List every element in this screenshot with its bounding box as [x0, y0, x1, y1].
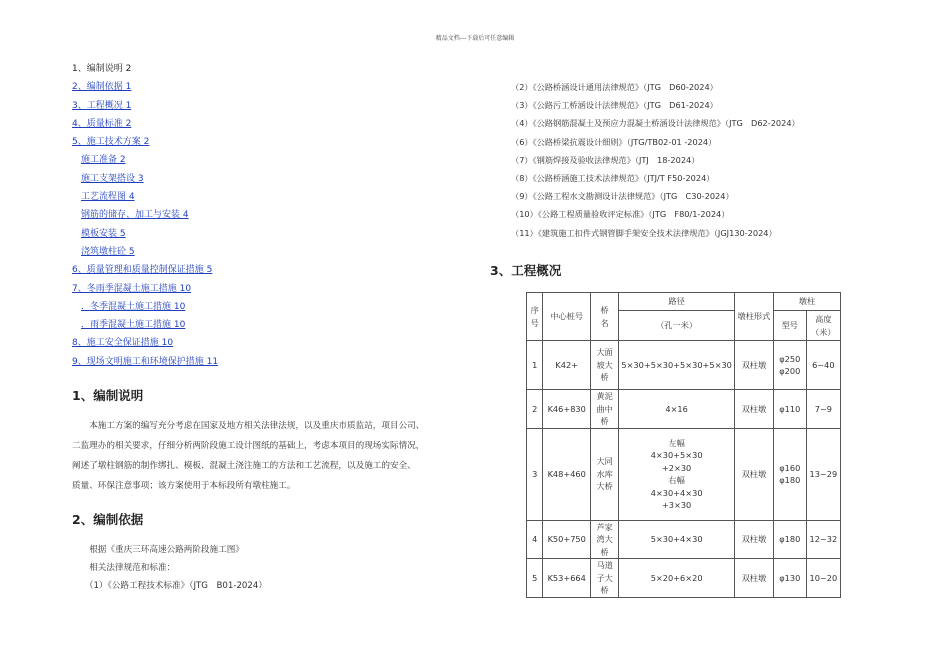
header-station: 中心桩号 — [543, 293, 590, 341]
cell-span: 4×16 — [619, 390, 735, 429]
header-no: 序号 — [527, 293, 543, 341]
table-row — [527, 428, 841, 520]
table-row — [527, 520, 841, 559]
table-row — [527, 341, 841, 390]
cell-model: φ130 — [773, 559, 806, 598]
header-model: 型号 — [773, 311, 806, 341]
header-pier: 墩柱 — [773, 293, 840, 311]
page-header: 精品文档---下载后可任意编辑 — [435, 35, 515, 42]
cell-type: 双柱墩 — [734, 559, 773, 598]
reference-list — [511, 78, 911, 242]
cell-bridge: 芦家湾大桥 — [590, 520, 618, 559]
reference-item: （3）《公路污工桥涵设计法律规范》（JTG D61-2024） — [511, 100, 718, 111]
table-of-contents — [72, 60, 472, 371]
reference-item: （2）《公路桥涵设计通用法律规范》（JTG D60-2024） — [511, 82, 718, 92]
cell-height: 10~20 — [806, 559, 840, 598]
cell-no: 2 — [527, 390, 543, 429]
toc-link[interactable]: 6、质量管理和质量控制保证措施 5 — [72, 265, 213, 276]
cell-height: 13~29 — [806, 428, 840, 520]
cell-bridge: 大同水库大桥 — [590, 428, 618, 520]
cell-height: 12~32 — [806, 520, 840, 559]
toc-item: 1、编制说明 2 — [72, 64, 132, 74]
toc-link[interactable]: 2、编制依据 1 — [72, 82, 132, 93]
reference-item: （4）《公路钢筋混凝土及预应力混凝土桥涵设计法律规范》（JTG D62-2024） — [511, 118, 800, 129]
section-2-body — [72, 541, 492, 595]
toc-link[interactable]: 7、冬雨季混凝土施工措施 10 — [72, 283, 192, 294]
cell-model: φ250 φ200 — [773, 341, 806, 390]
cell-height: 7~9 — [806, 390, 840, 429]
reference-item: （6）《公路桥梁抗震设计细则》（JTG/TB02-01 -2024） — [511, 136, 717, 147]
toc-link[interactable]: 3、工程概况 1 — [72, 100, 132, 111]
paragraph-line: 本施工方案的编写充分考虑在国家及地方相关法律法规，以及重庆市质监站，项目公司、 — [72, 421, 425, 431]
toc-link[interactable]: 施工准备 2 — [81, 155, 126, 166]
cell-span: 5×30+4×30 — [619, 520, 735, 559]
toc-link[interactable]: 工艺流程图 4 — [81, 192, 135, 203]
section-1-body — [72, 416, 492, 496]
cell-model: φ160 φ180 — [773, 428, 806, 520]
cell-station: K53+664 — [543, 559, 590, 598]
paragraph-line: 二监理办的相关要求，仔细分析两阶段施工设计图纸的基础上，考虑本项目的现场实际情况， — [72, 441, 425, 451]
cell-bridge: 大面坡大桥 — [590, 341, 618, 390]
reference-item: （10）《公路工程质量验收评定标准》（JTG F80/1-2024） — [511, 209, 730, 220]
toc-link[interactable]: 钢筋的储存、加工与安装 4 — [81, 210, 189, 221]
header-pier-type: 墩柱形式 — [734, 293, 773, 341]
toc-link[interactable]: 模板安装 5 — [81, 228, 126, 239]
paragraph-line: （1）《公路工程技术标准》（JTG B01-2024） — [72, 581, 267, 591]
cell-station: K50+750 — [543, 520, 590, 559]
cell-no: 4 — [527, 520, 543, 559]
cell-bridge: 马道子大桥 — [590, 559, 618, 598]
toc-link[interactable]: 8、施工安全保证措施 10 — [72, 338, 174, 349]
header-height: 高度（米） — [806, 311, 840, 341]
reference-item: （9）《公路工程水文勘测设计法律规范》（JTG C30-2024） — [511, 191, 734, 202]
toc-link[interactable]: ．冬季混凝土施工措施 10 — [81, 301, 186, 312]
reference-item: （11）《建筑施工扣件式钢管脚手架安全技术法律规范》（JGJ130-2024） — [511, 227, 777, 238]
header-span: 路径 — [619, 293, 735, 311]
paragraph-line: 相关法律规范和标准： — [72, 563, 176, 573]
reference-item: （8）《公路桥涵施工技术法律规范》（JTJ/T F50-2024） — [511, 172, 715, 183]
toc-link[interactable]: 4、质量标准 2 — [72, 118, 132, 129]
toc-link[interactable]: 浇筑墩柱砼 5 — [81, 246, 135, 257]
cell-bridge: 黄泥曲中桥 — [590, 390, 618, 429]
table-row — [527, 559, 841, 598]
paragraph-line: 质量、环保注意事项；该方案使用于本标段所有墩柱施工。 — [72, 481, 296, 491]
toc-link[interactable]: 9、现场文明施工和环境保护措施 11 — [72, 356, 219, 367]
section-2-title: 2、编制依据 — [72, 512, 144, 527]
toc-link[interactable]: 施工支架搭设 3 — [81, 173, 144, 184]
table-row — [527, 390, 841, 429]
cell-type: 双柱墩 — [734, 390, 773, 429]
cell-span: 5×20+6×20 — [619, 559, 735, 598]
reference-item: （7）《钢筋焊接及验收法律规范》（JTJ 18-2024） — [511, 154, 700, 165]
project-overview-table — [526, 292, 841, 598]
cell-no: 1 — [527, 341, 543, 390]
toc-link[interactable]: ．雨季混凝土施工措施 10 — [81, 320, 186, 331]
cell-type: 双柱墩 — [734, 341, 773, 390]
cell-span: 5×30+5×30+5×30+5×30 — [619, 341, 735, 390]
cell-model: φ110 — [773, 390, 806, 429]
cell-station: K48+460 — [543, 428, 590, 520]
cell-no: 3 — [527, 428, 543, 520]
cell-type: 双柱墩 — [734, 520, 773, 559]
paragraph-line: 阐述了墩柱钢筋的制作绑扎、模板、混凝土浇注施工的方法和工艺流程，以及施工的安全、 — [72, 461, 416, 471]
cell-span: 左幅 4×30+5×30 +2×30 右幅 4×30+4×30 +3×30 — [619, 428, 735, 520]
paragraph-line: 根据《重庆三环高速公路两阶段施工图》 — [72, 545, 244, 555]
header-bridge: 桥 名 — [590, 293, 618, 341]
cell-height: 6~40 — [806, 341, 840, 390]
cell-model: φ180 — [773, 520, 806, 559]
cell-station: K42+ — [543, 341, 590, 390]
cell-no: 5 — [527, 559, 543, 598]
section-3-title: 3、工程概况 — [490, 263, 562, 278]
section-1-title: 1、编制说明 — [72, 388, 144, 403]
cell-station: K46+830 — [543, 390, 590, 429]
header-span-unit: （孔一米） — [619, 311, 735, 341]
cell-type: 双柱墩 — [734, 428, 773, 520]
toc-link[interactable]: 5、施工技术方案 2 — [72, 137, 150, 148]
